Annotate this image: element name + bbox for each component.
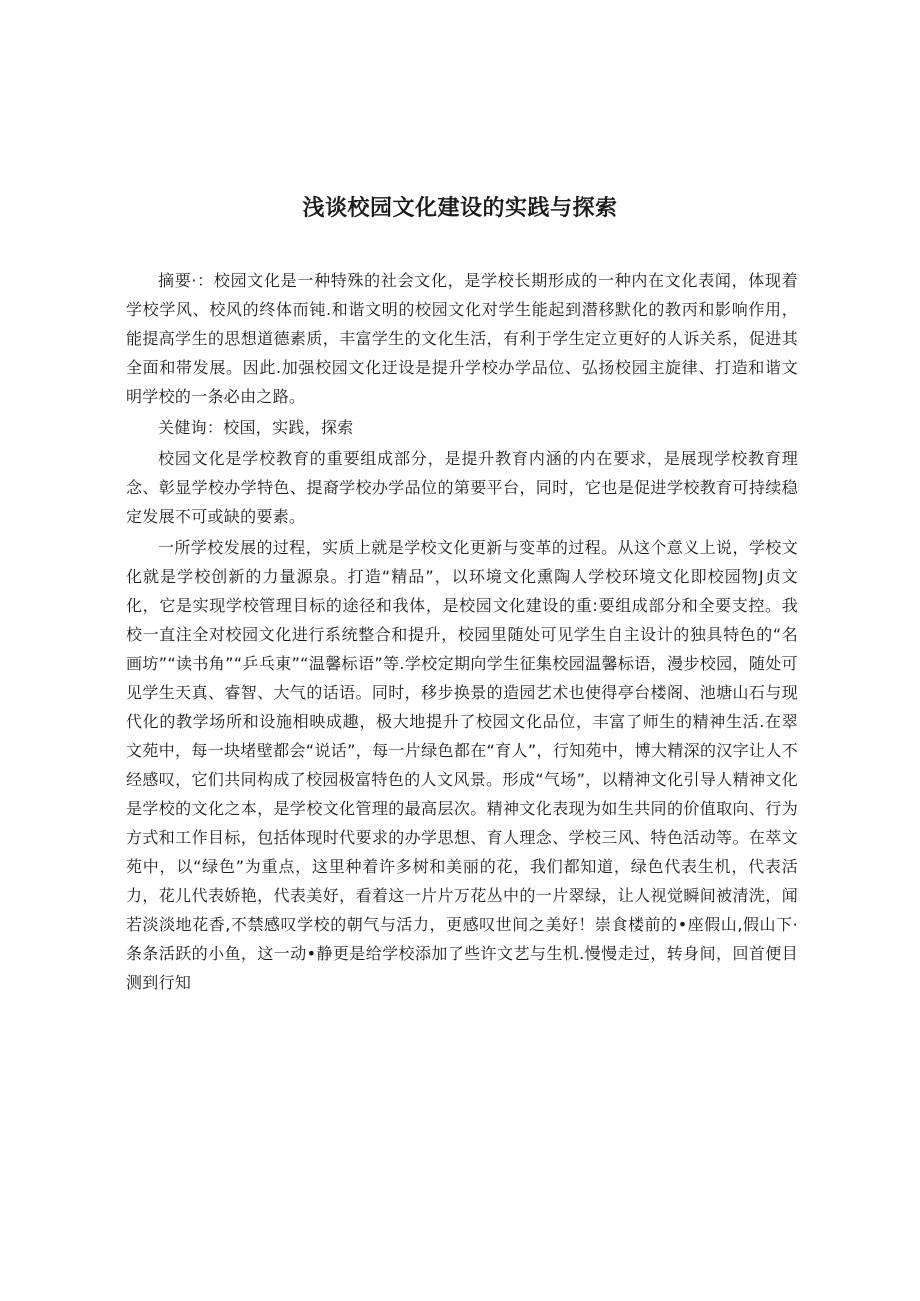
body-paragraph-2: 一所学校发展的过程，实质上就是学校文化更新与变革的过程。从这个意义上说，学校文化就是学校创新的力量源泉。打造“精品”，以环境文化熏陶人学校环境文化即校园物J贞文化，它是实现学校管理目标的途径和我体，是校园文化建设的重:要组成部分和全要支控。我校一直注全对校园文化进行系统整合和提升，校园里随处可见学生自主设计的独具特色的“名画坊”“读书角”“乒乓東”“温馨标语”等.学校定期向学生征集校园温馨标语，漫步校园，随处可见学生天真、睿智、大气的话语。同时，移步换景的造园艺术也使得亭台楼阁、池塘山石与现代化的教学场所和设施相映成趣，极大地提升了校园文化品位，丰富了师生的精神生活.在翠文苑中，每一块堵壁都会“说话”，每一片绿色都在“育人”，行知苑中，博大精深的汉字让人不经感叹，它们共同构成了校园极富特色的人文风景。形成“气场”，以精神文化引导人精神文化是学校的文化之本，是学校文化管理的最高层次。精神文化表现为如生共同的价值取向、行为方式和工作目标，包括体现时代要求的办学思想、育人理念、学校三风、特色活动等。在萃文苑中，以“绿色”为重点，这里种着许多树和美丽的花，我们都知道，绿色代表生机，代表活力，花儿代表娇艳，代表美好，看着这一片片万花丛中的一片翠绿，让人视觉瞬间被清洗，闻若淡淡地花香,不禁感叹学校的朝气与活力，更感叹世间之美好！崇食楼前的•座假山,假山下·条条活跃的小鱼，这一动•静更是给学校添加了些许文艺与生机.慢慢走过，转身间，回首便目测到行知 <box>126 538 798 992</box>
document-title: 浅谈校园文化建设的实践与探索 <box>302 195 618 221</box>
document-body <box>126 266 798 997</box>
keywords-line: 关健询：校国，实践，探索 <box>158 418 354 437</box>
abstract-paragraph: 摘要·：校园文化是一种特殊的社会文化，是学校长期形成的一种内在文化表闻，体现着学校学风、校风的终体而钝.和谐文明的校园文化对学生能起到潜移默化的教丙和影响作用，能提高学生的思想道德素质，丰富学生的文化生活，有利于学生定立更好的人诉关系，促进其全面和帯发展。因此.加强校园文化迂设是提升学校办学品位、弘扬校园主旋律、打造和谐文明学校的一条必由之路。 <box>126 271 798 406</box>
body-paragraph-1: 校园文化是学校教育的重要组成部分，是提升教育内涵的内在要求，是展现学校教育理念、彰显学校办学特色、提裔学校办学品位的第要平台，同时，它也是促进学校教育可持续稳定发展不可或缺的要素。 <box>126 449 798 526</box>
